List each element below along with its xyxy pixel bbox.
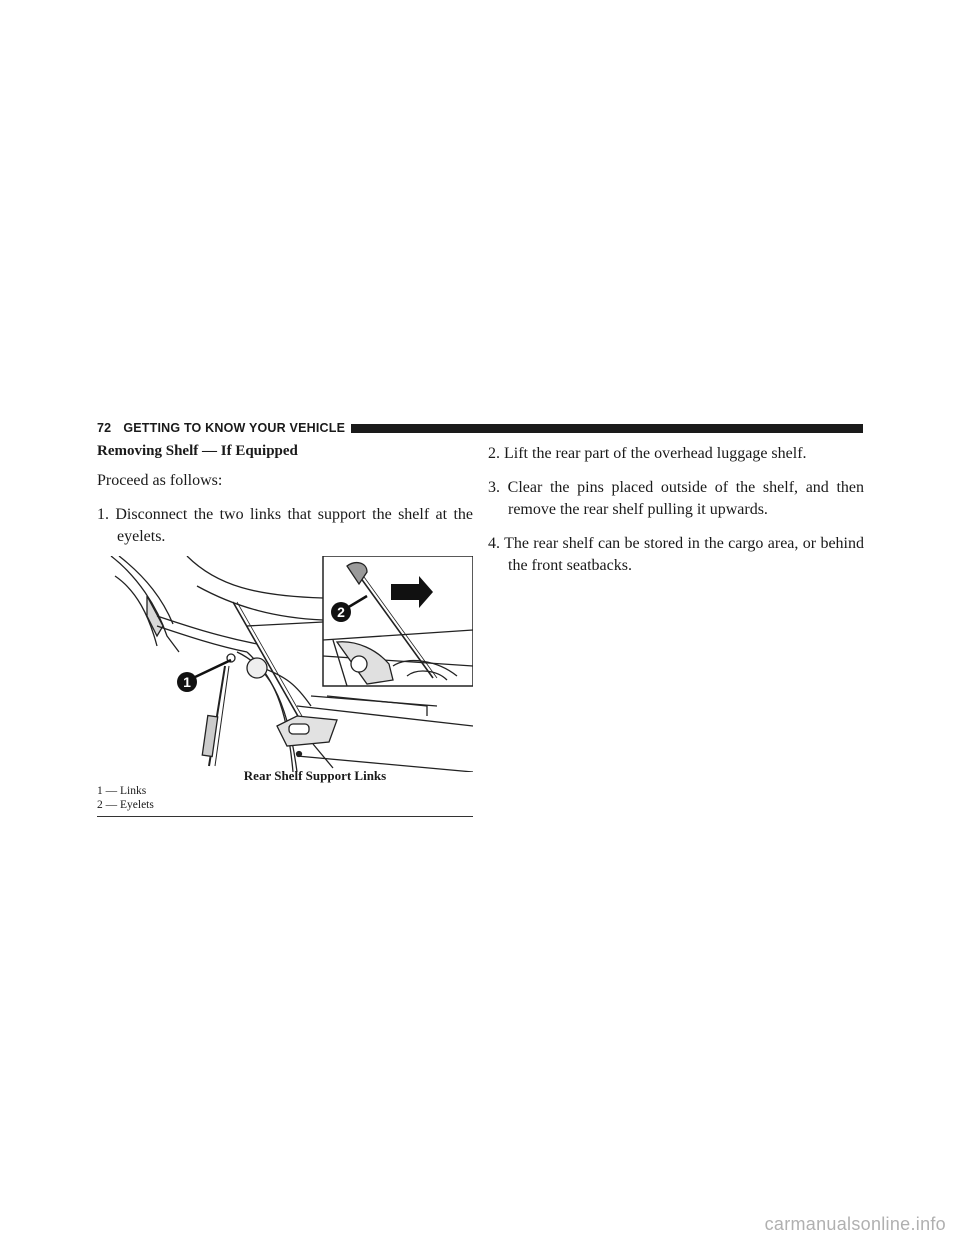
legend-item-links: 1 — Links bbox=[97, 785, 147, 797]
step-3: 3. Clear the pins placed outside of the shelf, and then remove the rear shelf pulling it upwards. bbox=[488, 479, 864, 518]
section-title-header: GETTING TO KNOW YOUR VEHICLE bbox=[123, 421, 346, 435]
step-4: 4. The rear shelf can be stored in the cargo area, or behind the front seatbacks. bbox=[488, 535, 864, 574]
callout-2: 2 bbox=[337, 604, 345, 620]
right-column bbox=[488, 440, 864, 589]
callout-1: 1 bbox=[183, 674, 191, 690]
figure-caption: Rear Shelf Support Links bbox=[243, 768, 387, 783]
shelf-links-illustration bbox=[97, 556, 473, 772]
illustration-svg bbox=[97, 556, 473, 772]
step-2: 2. Lift the rear part of the overhead luggage shelf. bbox=[488, 445, 807, 462]
legend-item-eyelets: 2 — Eyelets bbox=[97, 799, 154, 811]
header-bar bbox=[351, 424, 863, 433]
step-1: 1. Disconnect the two links that support the shelf at the eyelets. bbox=[97, 506, 473, 545]
page-header bbox=[97, 418, 863, 438]
page-number: 72 bbox=[97, 421, 112, 435]
figure-rule bbox=[97, 816, 473, 817]
section-heading: Removing Shelf — If Equipped bbox=[97, 443, 298, 459]
watermark: carmanualsonline.info bbox=[764, 1214, 946, 1234]
left-column bbox=[97, 440, 473, 817]
intro-paragraph: Proceed as follows: bbox=[97, 472, 223, 489]
